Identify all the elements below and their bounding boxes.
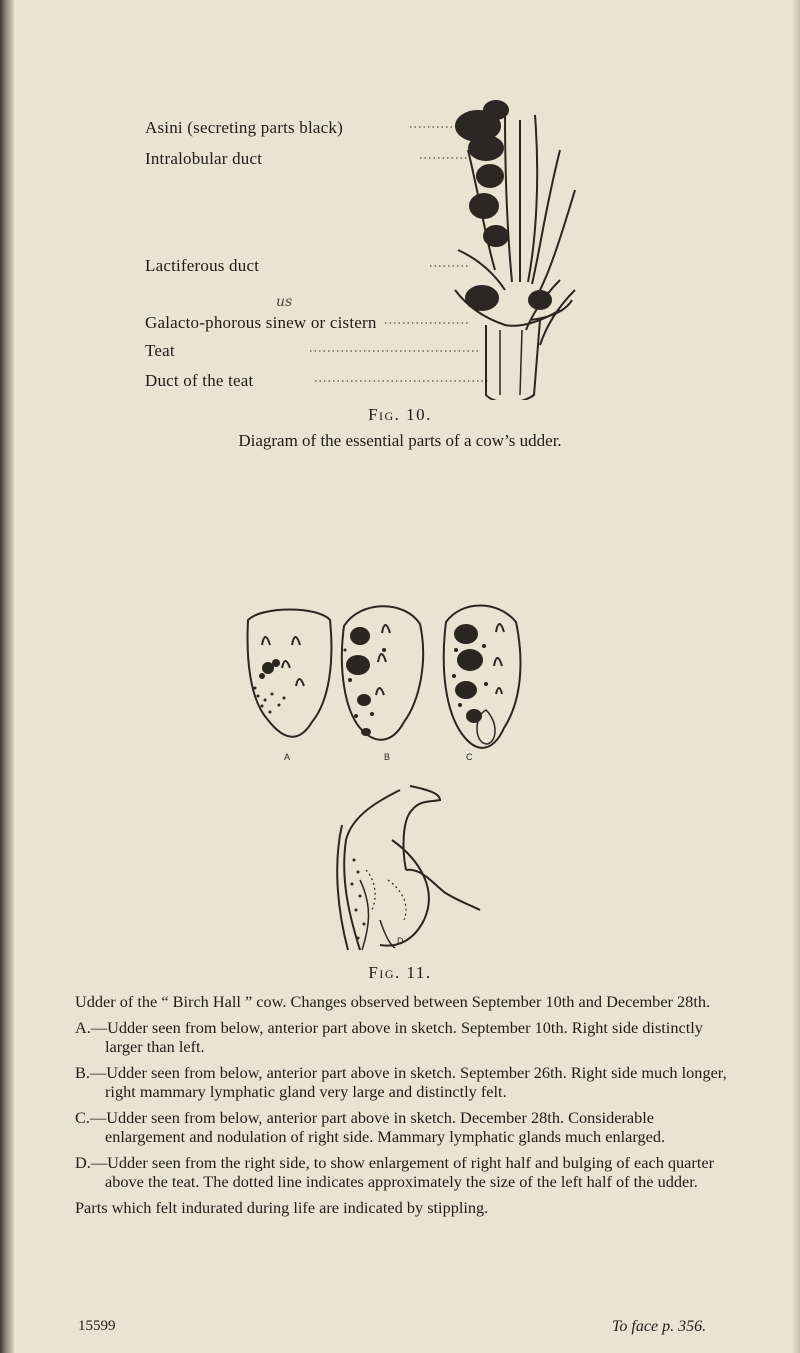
- fig10-caption: Diagram of the essential parts of a cow’s udder.: [238, 431, 562, 450]
- label-galactophorous-cistern: Galacto-phorous sinew or cistern: [145, 313, 377, 332]
- sketch-letter-d: D: [397, 936, 404, 946]
- item-key: B.: [75, 1062, 90, 1082]
- item-text: —Udder seen from below, anterior part above in sketch. September 26th. Right side much longer, right mammary lymphatic gland very large and distinctly felt.: [89, 1062, 727, 1101]
- sketch-b: [342, 606, 423, 740]
- fig11-item-b: [75, 1063, 735, 1102]
- item-text: —Udder seen from the right side, to show enlargement of right half and bulging of each quarter above the teat. The dotted line indicates approximately the size of the left half of the udder.: [90, 1152, 715, 1191]
- fig11-closing: Parts which felt indurated during life are indicated by stippling.: [75, 1197, 489, 1217]
- label-teat-duct: Duct of the teat: [145, 371, 254, 390]
- sketch-c: [444, 606, 521, 748]
- handwritten-note: us: [276, 294, 293, 310]
- fig11-description: [75, 992, 735, 1217]
- sketch-letter-c: C: [466, 752, 473, 762]
- item-text: —Udder seen from below, anterior part above in sketch. September 10th. Right side distinctly larger than left.: [90, 1017, 703, 1056]
- sketch-a: [248, 610, 332, 737]
- fig11-item-a: [75, 1018, 735, 1057]
- label-lactiferous-duct: Lactiferous duct: [145, 256, 260, 275]
- item-key: A.: [75, 1017, 91, 1037]
- fig10-number: Fig. 10.: [368, 405, 432, 424]
- fig11-number: Fig. 11.: [368, 963, 432, 982]
- print-number: 15599: [78, 1318, 116, 1334]
- sketch-letter-a: A: [284, 752, 291, 762]
- sketch-letter-b: B: [384, 752, 391, 762]
- facing-page-note: To face p. 356.: [612, 1318, 707, 1335]
- label-intralobular-duct: Intralobular duct: [145, 149, 263, 168]
- fig11-intro: Udder of the “ Birch Hall ” cow. Changes observed between September 10th and December 28th.: [75, 992, 711, 1011]
- sketch-d: [337, 786, 480, 950]
- item-key: C.: [75, 1107, 90, 1127]
- label-asini: Asini (secreting parts black): [145, 118, 343, 137]
- fig11-item-d: [75, 1153, 735, 1192]
- fig11-item-c: [75, 1108, 735, 1147]
- item-text: —Udder seen from below, anterior part above in sketch. December 28th. Considerable enlargement and nodulation of right side. Mammary lymphatic glands much enlarged.: [89, 1107, 666, 1146]
- label-teat: Teat: [145, 341, 175, 360]
- item-key: D.: [75, 1152, 91, 1172]
